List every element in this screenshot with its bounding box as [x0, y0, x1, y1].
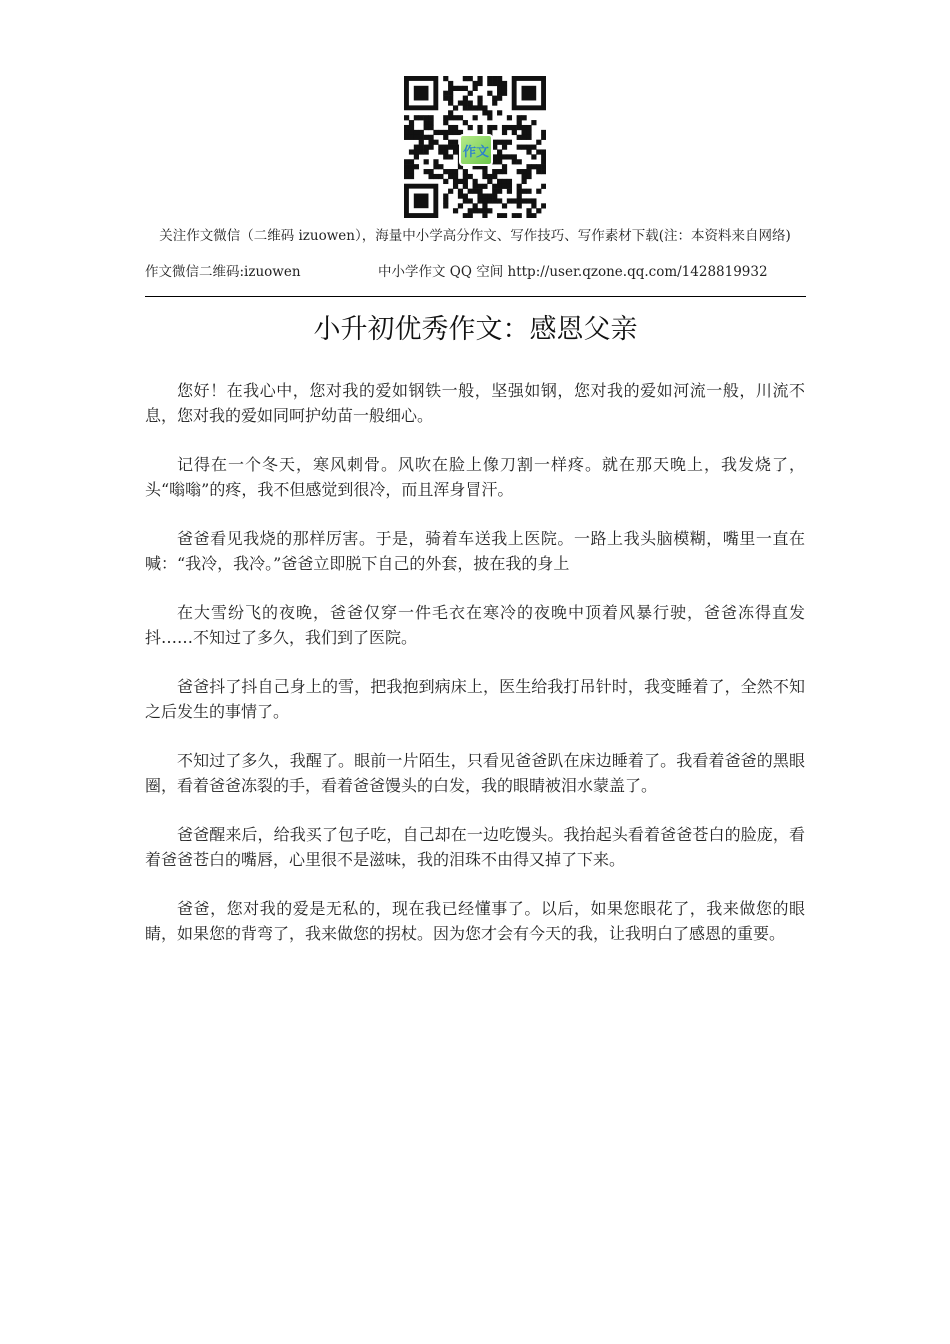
header-note: 关注作文微信（二维码 izuowen），海量中小学高分作文、写作技巧、写作素材下载(注：本资料来自网络) [159, 228, 791, 244]
paragraph: 爸爸，您对我的爱是无私的，现在我已经懂事了。以后，如果您眼花了，我来做您的眼睛，如果您的背弯了，我来做您的拐杖。因为您才会有今天的我，让我明白了感恩的重要。 [145, 899, 805, 943]
paragraph: 记得在一个冬天，寒风刺骨。风吹在脸上像刀割一样疼。就在那天晚上，我发烧了，头“嗡嗡”的疼，我不但感觉到很冷，而且浑身冒汗。 [145, 455, 805, 499]
page-title: 小升初优秀作文：感恩父亲 [313, 314, 638, 345]
paragraph: 爸爸抖了抖自己身上的雪，把我抱到病床上，医生给我打吊针时，我变睡着了，全然不知之后发生的事情了。 [145, 677, 805, 721]
header-divider [145, 296, 806, 297]
wechat-label: 作文微信二维码:izuowen [145, 264, 301, 280]
paragraph: 您好！在我心中，您对我的爱如钢铁一般，坚强如钢，您对我的爱如河流一般，川流不息，您对我的爱如同呵护幼苗一般细心。 [145, 381, 805, 425]
qr-logo-badge: 作文 [459, 134, 493, 166]
paragraph: 在大雪纷飞的夜晚，爸爸仅穿一件毛衣在寒冷的夜晚中顶着风暴行驶，爸爸冻得直发抖……不知过了多久，我们到了医院。 [145, 603, 805, 647]
article-body [145, 378, 805, 970]
qzone-label: 中小学作文 QQ 空间 http://user.qzone.qq.com/1428819932 [378, 264, 768, 280]
paragraph: 爸爸看见我烧的那样厉害。于是，骑着车送我上医院。一路上我头脑模糊，嘴里一直在喊：“我冷，我冷。”爸爸立即脱下自己的外套，披在我的身上 [145, 529, 805, 573]
qr-code-image [404, 76, 546, 218]
paragraph: 不知过了多久，我醒了。眼前一片陌生，只看见爸爸趴在床边睡着了。我看着爸爸的黑眼圈，看着爸爸冻裂的手，看着爸爸馒头的白发，我的眼睛被泪水蒙盖了。 [145, 751, 805, 795]
paragraph: 爸爸醒来后，给我买了包子吃，自己却在一边吃馒头。我抬起头看着爸爸苍白的脸庞，看着爸爸苍白的嘴唇，心里很不是滋味，我的泪珠不由得又掉了下来。 [145, 825, 805, 869]
